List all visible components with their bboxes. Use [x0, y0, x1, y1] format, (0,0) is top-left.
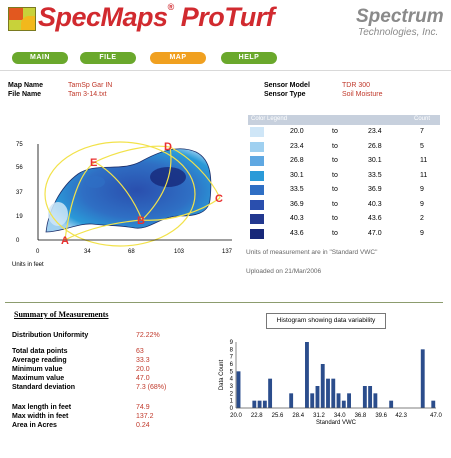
histogram-bar	[421, 349, 425, 408]
max-length-label: Max length in feet	[12, 404, 72, 411]
file-name-value: Tam 3-14.txt	[68, 91, 107, 98]
histogram-x-tick: 22.8	[250, 413, 263, 419]
std-deviation-label: Standard deviation	[12, 384, 76, 391]
legend-range-to: 43.6	[368, 215, 382, 222]
histogram-x-tick: 39.6	[375, 413, 388, 419]
sensor-model-label: Sensor Model	[264, 82, 310, 89]
histogram-bar	[310, 393, 314, 408]
max-width-value: 137.2	[136, 413, 154, 420]
marker-d[interactable]: D	[164, 141, 172, 153]
legend-range-from: 40.3	[290, 215, 304, 222]
histogram-y-tick: 2	[229, 391, 233, 398]
histogram-bar	[252, 401, 256, 408]
company-suffix: Technologies, Inc.	[358, 27, 439, 38]
histogram-bar	[263, 401, 267, 408]
maximum-value: 47.0	[136, 375, 150, 382]
sensor-type-value: Soil Moisture	[342, 91, 383, 98]
legend-swatch	[250, 142, 264, 152]
histogram-y-label: Data Count	[219, 359, 225, 391]
total-points-label: Total data points	[12, 348, 68, 355]
map-y-tick: 0	[16, 238, 20, 244]
map-y-tick: 56	[16, 165, 23, 171]
nav-help-button[interactable]: HELP	[221, 52, 277, 64]
legend-swatch	[250, 185, 264, 195]
legend-range-from: 20.0	[290, 128, 304, 135]
legend-swatch	[250, 171, 264, 181]
marker-e[interactable]: E	[90, 157, 98, 169]
histogram-bar	[342, 401, 346, 408]
legend-count: 7	[420, 128, 424, 135]
legend-range-to: 36.9	[368, 186, 382, 193]
histogram-bar	[368, 386, 372, 408]
histogram-x-tick: 31.2	[313, 413, 325, 419]
legend-to: to	[332, 186, 338, 193]
legend-range-to: 30.1	[368, 157, 382, 164]
marker-c[interactable]: C	[215, 193, 223, 205]
legend-range-to: 23.4	[368, 128, 382, 135]
nav-main-button[interactable]: MAIN	[12, 52, 68, 64]
histogram-bar	[316, 386, 320, 408]
histogram-x-tick: 25.6	[271, 413, 284, 419]
legend-count: 11	[420, 157, 428, 164]
field-map[interactable]	[0, 132, 240, 257]
map-y-tick: 37	[16, 190, 23, 196]
map-name-value: TamSp Gar IN	[68, 82, 113, 89]
legend-swatch	[250, 200, 264, 210]
legend-range-to: 47.0	[368, 229, 382, 237]
legend-range-from: 33.5	[290, 186, 304, 193]
upload-date: Uploaded on 21/Mar/2006	[246, 268, 322, 275]
legend-to: to	[332, 229, 338, 237]
section-divider	[5, 302, 443, 303]
area-label: Area in Acres	[12, 422, 57, 429]
histogram-bar	[305, 342, 309, 408]
histogram-bar	[258, 401, 262, 408]
histogram-y-tick: 0	[229, 406, 233, 412]
legend-header	[248, 115, 440, 125]
legend-to: to	[332, 157, 338, 164]
histogram-bar	[373, 393, 377, 408]
histogram-x-tick: 42.3	[395, 413, 408, 419]
legend-title: Color Legend	[251, 116, 288, 122]
area-value: 0.24	[136, 422, 150, 429]
histogram-y-tick: 1	[229, 398, 233, 405]
nav-divider	[0, 70, 451, 71]
field-mid-zone	[85, 176, 105, 188]
field-high-zone	[150, 167, 186, 187]
max-length-value: 74.9	[136, 404, 150, 411]
histogram-y-tick: 7	[229, 354, 233, 361]
average-label: Average reading	[12, 357, 67, 364]
legend-range-from: 30.1	[290, 171, 304, 179]
histogram-y-tick: 9	[229, 340, 233, 346]
legend-to: to	[332, 200, 338, 208]
sensor-type-label: Sensor Type	[264, 91, 306, 98]
map-x-tick: 137	[222, 249, 233, 255]
histogram-bar	[431, 401, 435, 408]
legend-range-from: 36.9	[290, 200, 304, 208]
company-name: Spectrum	[356, 6, 444, 27]
units-note: Units of measurement are in "Standard VWC"	[246, 249, 378, 256]
map-y-tick: 19	[16, 214, 23, 220]
marker-a[interactable]: A	[61, 235, 69, 247]
histogram-bar	[326, 379, 330, 408]
legend-count: 9	[420, 186, 424, 193]
legend-swatch	[250, 214, 264, 224]
map-x-tick: 103	[174, 249, 185, 255]
legend-count: 9	[420, 200, 424, 208]
histogram-bar	[347, 393, 351, 408]
map-name-label: Map Name	[8, 82, 44, 89]
marker-b[interactable]: B	[137, 215, 145, 227]
total-points-value: 63	[136, 348, 144, 355]
legend-count: 2	[420, 215, 424, 222]
histogram-x-tick: 28.4	[292, 413, 305, 419]
histogram-bar	[268, 379, 272, 408]
legend-count: 11	[420, 171, 428, 179]
nav-map-button[interactable]: MAP	[150, 52, 206, 64]
legend-range-to: 33.5	[368, 171, 382, 179]
legend-swatch	[250, 156, 264, 166]
histogram-title: Histogram showing data variability	[266, 313, 386, 329]
max-width-label: Max width in feet	[12, 413, 69, 420]
histogram-x-tick: 36.8	[354, 413, 367, 419]
legend-range-from: 23.4	[290, 142, 304, 150]
app-logo-text: SpecMaps® ProTurf	[38, 2, 275, 32]
legend-to: to	[332, 128, 338, 135]
histogram-bar	[321, 364, 325, 408]
map-x-tick: 34	[84, 249, 91, 255]
map-x-tick: 0	[36, 249, 40, 255]
histogram-bar	[289, 393, 293, 408]
legend-to: to	[332, 215, 338, 222]
minimum-value: 20.0	[136, 366, 150, 373]
histogram-bar	[389, 401, 393, 408]
std-deviation-value: 7.3 (68%)	[136, 384, 167, 391]
legend-range-from: 26.8	[290, 157, 304, 164]
histogram-bar	[237, 371, 241, 408]
nav-file-button[interactable]: FILE	[80, 52, 136, 64]
histogram-x-tick: 20.0	[230, 413, 242, 419]
histogram-y-tick: 6	[229, 362, 233, 368]
histogram-y-tick: 8	[229, 347, 233, 354]
histogram-x-tick: 34.0	[333, 413, 346, 419]
minimum-label: Minimum value	[12, 366, 63, 373]
histogram-chart	[216, 336, 442, 454]
map-y-tick: 75	[16, 142, 23, 148]
sensor-model-value: TDR 300	[342, 82, 371, 89]
histogram-bar	[331, 379, 335, 408]
histogram-bar	[363, 386, 367, 408]
summary-title: Summary of Measurements	[14, 310, 109, 319]
map-units-label: Units in feet	[12, 262, 44, 268]
legend-to: to	[332, 142, 338, 150]
file-name-label: File Name	[8, 91, 42, 98]
legend-count: 5	[420, 142, 424, 150]
histogram-bar	[337, 393, 341, 408]
legend-swatch	[250, 127, 264, 137]
legend-range-to: 40.3	[368, 200, 382, 208]
histogram-x-tick: 47.0	[430, 413, 442, 419]
histogram-y-tick: 5	[229, 369, 233, 376]
histogram-y-tick: 4	[229, 376, 233, 383]
histogram-x-label: Standard VWC	[315, 420, 357, 426]
distribution-uniformity-label: Distribution Uniformity	[12, 332, 89, 339]
maximum-label: Maximum value	[12, 375, 65, 382]
legend-swatch	[250, 229, 264, 239]
legend-count: 9	[420, 229, 424, 237]
legend-range-from: 43.6	[290, 229, 304, 237]
distribution-uniformity-value: 72.22%	[136, 332, 160, 339]
histogram-y-tick: 3	[229, 384, 233, 390]
average-value: 33.3	[136, 357, 150, 364]
legend-count-header: Count	[414, 116, 431, 122]
logo-icon	[8, 7, 36, 31]
legend-range-to: 26.8	[368, 142, 382, 150]
map-x-tick: 68	[128, 249, 135, 255]
legend-to: to	[332, 171, 338, 179]
